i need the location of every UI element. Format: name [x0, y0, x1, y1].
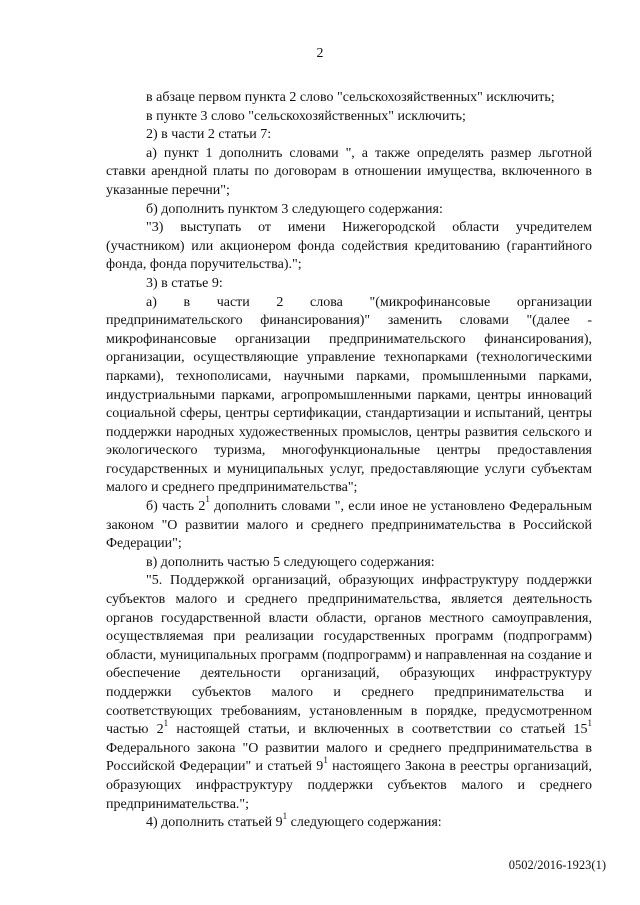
document-code: 0502/2016-1923(1)	[508, 858, 606, 872]
superscript: 1	[205, 494, 210, 505]
paragraph: в) дополнить частью 5 следующего содержания:	[146, 554, 435, 570]
paragraph: 2) в части 2 статьи 7:	[146, 127, 272, 143]
text-run: настоящего Закона в реестры организаций, образующих инфраструктуру поддержки субъектов малого и среднего предпринимательства.";	[106, 759, 592, 812]
text-run: б) часть 2	[146, 499, 206, 515]
document-body	[106, 89, 592, 833]
text-run: дополнить словами ", если иное не установлено Федеральным законом "О развитии малого и среднего предпринимательства в Российской Федерации";	[106, 499, 592, 552]
superscript: 1	[587, 717, 592, 728]
page-number: 2	[316, 46, 324, 61]
superscript: 1	[323, 754, 328, 765]
paragraph: в абзаце первом пункта 2 слово "сельскохозяйственных" исключить;	[146, 90, 555, 105]
text-run: настоящей статьи, и включенных в соответствии со статьей 15	[168, 722, 588, 738]
superscript: 1	[282, 810, 288, 821]
paragraph: а) в части 2 слова "(микрофинансовые организации предпринимательского финансирования)" заменить словами "(далее - микрофинансовые организации предпринимательского финансирования), организации, осуществляющие управление технопарками (технологическими парками), технополисами, научными парками, промышленными парками, индустриальными парками, агропромышленными парками, центры инноваций социальной сферы, центры сертификации, стандартизации и испытаний, центры поддержки народных художественных промыслов, центры развития сельского и экологического туризма, многофункциональные центры предоставления государственных и муниципальных услуг, предоставляющие услуги субъектам малого и среднего предпринимательства";	[106, 294, 592, 496]
paragraph: "3) выступать от имени Нижегородской области учредителем (участником) или акционером фонда содействия кредитованию (гарантийного фонда, фонда поручительства).";	[106, 220, 592, 273]
paragraph-4	[106, 810, 592, 833]
text-run: "5. Поддержкой организаций, образующих инфраструктуру поддержки субъектов малого и среднего предпринимательства, является деятельность органов государственной власти области, органов местного самоуправления, осуществляемая при реализации государственных программ (подпрограмм) области, муниципальных программ (подпрограмм) и направленная на создание и обеспечение деятельности организаций, образующих инфраструктуру поддержки субъектов малого и среднего предпринимательства и соответствующих требованиям, установленным в порядке, предусмотренном частью 2	[106, 573, 592, 738]
paragraph-b	[106, 494, 592, 554]
paragraph-5	[106, 572, 592, 814]
paragraph: б) дополнить пунктом 3 следующего содержания:	[146, 201, 443, 217]
superscript: 1	[163, 717, 169, 728]
paragraph: в пункте 3 слово "сельскохозяйственных" исключить;	[146, 108, 466, 124]
text-run: следующего содержания:	[287, 815, 442, 831]
paragraph: а) пункт 1 дополнить словами ", а также определять размер льготной ставки арендной платы по договорам в отношении имущества, включенного в указанные перечни";	[106, 145, 592, 198]
paragraph: 3) в статье 9:	[146, 275, 223, 291]
text-run: 4) дополнить статьей 9	[146, 815, 283, 831]
text-run: Федерального закона "О развитии малого и среднего предпринимательства в Российской Федерации" и статьей 9	[106, 740, 592, 775]
